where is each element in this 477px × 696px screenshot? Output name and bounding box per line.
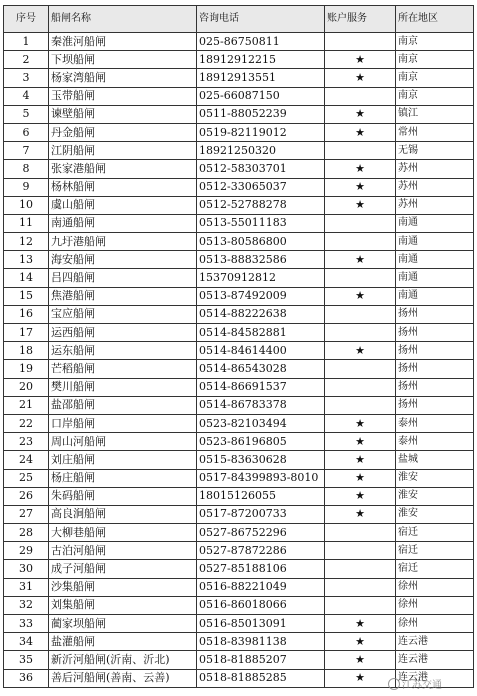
row-seq: 13 bbox=[4, 251, 49, 269]
row-phone: 025-66087150 bbox=[197, 87, 325, 105]
row-region: 南通 bbox=[396, 214, 474, 232]
table-row bbox=[4, 142, 474, 160]
row-account-service bbox=[325, 396, 396, 414]
row-lock-name: 口岸船闸 bbox=[49, 414, 197, 432]
row-phone: 0515-83630628 bbox=[197, 451, 325, 469]
row-seq: 9 bbox=[4, 178, 49, 196]
row-phone: 0513-88832586 bbox=[197, 251, 325, 269]
row-seq: 14 bbox=[4, 269, 49, 287]
row-account-service: ★ bbox=[325, 505, 396, 523]
row-region: 苏州 bbox=[396, 178, 474, 196]
row-region: 扬州 bbox=[396, 305, 474, 323]
row-region: 徐州 bbox=[396, 615, 474, 633]
row-phone: 0511-88052239 bbox=[197, 105, 325, 123]
row-account-service: ★ bbox=[325, 196, 396, 214]
row-region: 连云港 bbox=[396, 651, 474, 669]
row-account-service: ★ bbox=[325, 342, 396, 360]
row-account-service bbox=[325, 578, 396, 596]
row-phone: 0514-86783378 bbox=[197, 396, 325, 414]
header-lock-name: 船闸名称 bbox=[49, 6, 197, 33]
table-row bbox=[4, 269, 474, 287]
row-seq: 4 bbox=[4, 87, 49, 105]
row-phone: 0512-52788278 bbox=[197, 196, 325, 214]
table-row bbox=[4, 433, 474, 451]
row-lock-name: 杨林船闸 bbox=[49, 178, 197, 196]
table-row bbox=[4, 451, 474, 469]
row-region: 南通 bbox=[396, 233, 474, 251]
row-seq: 25 bbox=[4, 469, 49, 487]
row-region: 扬州 bbox=[396, 378, 474, 396]
table-row bbox=[4, 396, 474, 414]
row-account-service: ★ bbox=[325, 487, 396, 505]
row-account-service bbox=[325, 596, 396, 614]
table-row bbox=[4, 160, 474, 178]
row-account-service bbox=[325, 524, 396, 542]
row-account-service bbox=[325, 33, 396, 51]
row-phone: 0517-87200733 bbox=[197, 505, 325, 523]
row-lock-name: 运西船闸 bbox=[49, 324, 197, 342]
row-phone: 0512-58303701 bbox=[197, 160, 325, 178]
table-row bbox=[4, 196, 474, 214]
row-region: 扬州 bbox=[396, 396, 474, 414]
watermark-text: 江苏交通 bbox=[402, 680, 442, 691]
row-account-service: ★ bbox=[325, 160, 396, 178]
row-seq: 17 bbox=[4, 324, 49, 342]
row-region: 镇江 bbox=[396, 105, 474, 123]
row-seq: 5 bbox=[4, 105, 49, 123]
row-phone: 0527-86752296 bbox=[197, 524, 325, 542]
row-region: 泰州 bbox=[396, 433, 474, 451]
table-row bbox=[4, 360, 474, 378]
row-region: 南京 bbox=[396, 69, 474, 87]
row-phone: 18921250320 bbox=[197, 142, 325, 160]
row-account-service: ★ bbox=[325, 287, 396, 305]
row-account-service: ★ bbox=[325, 105, 396, 123]
row-lock-name: 谏壁船闸 bbox=[49, 105, 197, 123]
row-phone: 0513-80586800 bbox=[197, 233, 325, 251]
row-phone: 0514-86543028 bbox=[197, 360, 325, 378]
row-seq: 35 bbox=[4, 651, 49, 669]
row-lock-name: 古泊河船闸 bbox=[49, 542, 197, 560]
row-lock-name: 芒稻船闸 bbox=[49, 360, 197, 378]
row-seq: 29 bbox=[4, 542, 49, 560]
row-region: 常州 bbox=[396, 123, 474, 141]
row-account-service: ★ bbox=[325, 414, 396, 432]
header-region: 所在地区 bbox=[396, 6, 474, 33]
row-lock-name: 樊川船闸 bbox=[49, 378, 197, 396]
row-lock-name: 蔺家坝船闸 bbox=[49, 615, 197, 633]
row-seq: 32 bbox=[4, 596, 49, 614]
row-account-service bbox=[325, 378, 396, 396]
row-account-service: ★ bbox=[325, 178, 396, 196]
table-row bbox=[4, 342, 474, 360]
row-phone: 0523-82103494 bbox=[197, 414, 325, 432]
row-region: 泰州 bbox=[396, 414, 474, 432]
row-seq: 20 bbox=[4, 378, 49, 396]
row-lock-name: 虞山船闸 bbox=[49, 196, 197, 214]
row-account-service bbox=[325, 305, 396, 323]
row-seq: 31 bbox=[4, 578, 49, 596]
row-seq: 18 bbox=[4, 342, 49, 360]
row-lock-name: 玉带船闸 bbox=[49, 87, 197, 105]
row-lock-name: 下坝船闸 bbox=[49, 51, 197, 69]
row-account-service: ★ bbox=[325, 651, 396, 669]
row-lock-name: 盐邵船闸 bbox=[49, 396, 197, 414]
table-row bbox=[4, 51, 474, 69]
row-region: 南京 bbox=[396, 33, 474, 51]
table-row bbox=[4, 69, 474, 87]
row-phone: 0517-84399893-8010 bbox=[197, 469, 325, 487]
row-region: 宿迁 bbox=[396, 542, 474, 560]
row-account-service: ★ bbox=[325, 433, 396, 451]
row-lock-name: 大柳巷船闸 bbox=[49, 524, 197, 542]
row-lock-name: 南通船闸 bbox=[49, 214, 197, 232]
table-row bbox=[4, 251, 474, 269]
row-lock-name: 江阴船闸 bbox=[49, 142, 197, 160]
row-account-service: ★ bbox=[325, 615, 396, 633]
row-region: 扬州 bbox=[396, 324, 474, 342]
row-region: 无锡 bbox=[396, 142, 474, 160]
table-row bbox=[4, 105, 474, 123]
row-phone: 025-86750811 bbox=[197, 33, 325, 51]
row-region: 南通 bbox=[396, 287, 474, 305]
row-lock-name: 刘庄船闸 bbox=[49, 451, 197, 469]
row-seq: 23 bbox=[4, 433, 49, 451]
table-row bbox=[4, 305, 474, 323]
row-account-service bbox=[325, 360, 396, 378]
row-region: 淮安 bbox=[396, 505, 474, 523]
row-lock-name: 杨家湾船闸 bbox=[49, 69, 197, 87]
row-account-service: ★ bbox=[325, 69, 396, 87]
row-lock-name: 成子河船闸 bbox=[49, 560, 197, 578]
row-region: 宿迁 bbox=[396, 524, 474, 542]
row-lock-name: 周山河船闸 bbox=[49, 433, 197, 451]
row-region: 南京 bbox=[396, 51, 474, 69]
row-seq: 10 bbox=[4, 196, 49, 214]
table-row bbox=[4, 542, 474, 560]
watermark-logo-icon bbox=[388, 678, 400, 690]
row-seq: 19 bbox=[4, 360, 49, 378]
row-lock-name: 沙集船闸 bbox=[49, 578, 197, 596]
table-row bbox=[4, 469, 474, 487]
row-lock-name: 运东船闸 bbox=[49, 342, 197, 360]
watermark bbox=[388, 676, 442, 691]
row-seq: 1 bbox=[4, 33, 49, 51]
table-row bbox=[4, 578, 474, 596]
row-account-service bbox=[325, 560, 396, 578]
row-region: 扬州 bbox=[396, 342, 474, 360]
row-account-service bbox=[325, 233, 396, 251]
row-account-service: ★ bbox=[325, 451, 396, 469]
table-row bbox=[4, 87, 474, 105]
row-seq: 7 bbox=[4, 142, 49, 160]
header-seq: 序号 bbox=[4, 6, 49, 33]
header-phone: 咨询电话 bbox=[197, 6, 325, 33]
row-account-service bbox=[325, 87, 396, 105]
row-account-service bbox=[325, 214, 396, 232]
table-header-row bbox=[4, 6, 474, 33]
row-phone: 0513-55011183 bbox=[197, 214, 325, 232]
row-account-service bbox=[325, 142, 396, 160]
row-seq: 11 bbox=[4, 214, 49, 232]
row-phone: 0514-84582881 bbox=[197, 324, 325, 342]
table-row bbox=[4, 233, 474, 251]
row-phone: 0516-85013091 bbox=[197, 615, 325, 633]
row-account-service bbox=[325, 324, 396, 342]
row-seq: 16 bbox=[4, 305, 49, 323]
row-region: 淮安 bbox=[396, 487, 474, 505]
row-phone: 0514-84614400 bbox=[197, 342, 325, 360]
row-lock-name: 九圩港船闸 bbox=[49, 233, 197, 251]
row-region: 南通 bbox=[396, 269, 474, 287]
row-seq: 6 bbox=[4, 123, 49, 141]
row-seq: 27 bbox=[4, 505, 49, 523]
row-seq: 15 bbox=[4, 287, 49, 305]
row-phone: 18912912215 bbox=[197, 51, 325, 69]
row-seq: 36 bbox=[4, 669, 49, 687]
row-lock-name: 丹金船闸 bbox=[49, 123, 197, 141]
row-phone: 0519-82119012 bbox=[197, 123, 325, 141]
table-row bbox=[4, 178, 474, 196]
row-phone: 0514-86691537 bbox=[197, 378, 325, 396]
row-phone: 0513-87492009 bbox=[197, 287, 325, 305]
row-region: 连云港 bbox=[396, 633, 474, 651]
row-phone: 0523-86196805 bbox=[197, 433, 325, 451]
row-lock-name: 盐灌船闸 bbox=[49, 633, 197, 651]
row-seq: 26 bbox=[4, 487, 49, 505]
row-seq: 2 bbox=[4, 51, 49, 69]
row-account-service: ★ bbox=[325, 633, 396, 651]
row-seq: 28 bbox=[4, 524, 49, 542]
row-lock-name: 焦港船闸 bbox=[49, 287, 197, 305]
row-region: 扬州 bbox=[396, 360, 474, 378]
row-lock-name: 新沂河船闸(沂南、沂北) bbox=[49, 651, 197, 669]
row-phone: 18015126055 bbox=[197, 487, 325, 505]
row-lock-name: 善后河船闸(善南、云善) bbox=[49, 669, 197, 687]
row-lock-name: 秦淮河船闸 bbox=[49, 33, 197, 51]
table-row bbox=[4, 287, 474, 305]
row-account-service: ★ bbox=[325, 251, 396, 269]
row-lock-name: 海安船闸 bbox=[49, 251, 197, 269]
row-seq: 24 bbox=[4, 451, 49, 469]
table-row bbox=[4, 651, 474, 669]
table-row bbox=[4, 560, 474, 578]
row-phone: 18912913551 bbox=[197, 69, 325, 87]
row-seq: 33 bbox=[4, 615, 49, 633]
table-row bbox=[4, 505, 474, 523]
table-row bbox=[4, 414, 474, 432]
row-phone: 0527-87872286 bbox=[197, 542, 325, 560]
row-lock-name: 杨庄船闸 bbox=[49, 469, 197, 487]
row-seq: 30 bbox=[4, 560, 49, 578]
row-lock-name: 宝应船闸 bbox=[49, 305, 197, 323]
row-region: 徐州 bbox=[396, 578, 474, 596]
header-account-service: 账户服务 bbox=[325, 6, 396, 33]
row-region: 徐州 bbox=[396, 596, 474, 614]
row-account-service: ★ bbox=[325, 123, 396, 141]
row-account-service: ★ bbox=[325, 51, 396, 69]
row-account-service bbox=[325, 269, 396, 287]
row-seq: 12 bbox=[4, 233, 49, 251]
row-seq: 3 bbox=[4, 69, 49, 87]
row-phone: 0514-88222638 bbox=[197, 305, 325, 323]
lock-contact-table bbox=[3, 5, 474, 688]
row-lock-name: 张家港船闸 bbox=[49, 160, 197, 178]
row-seq: 34 bbox=[4, 633, 49, 651]
row-region: 宿迁 bbox=[396, 560, 474, 578]
row-region: 苏州 bbox=[396, 160, 474, 178]
table-row bbox=[4, 324, 474, 342]
row-seq: 8 bbox=[4, 160, 49, 178]
row-region: 苏州 bbox=[396, 196, 474, 214]
row-phone: 0516-86018066 bbox=[197, 596, 325, 614]
table-row bbox=[4, 487, 474, 505]
row-account-service bbox=[325, 542, 396, 560]
row-phone: 0518-81885207 bbox=[197, 651, 325, 669]
row-region: 淮安 bbox=[396, 469, 474, 487]
row-lock-name: 高良涧船闸 bbox=[49, 505, 197, 523]
row-lock-name: 朱码船闸 bbox=[49, 487, 197, 505]
table-row bbox=[4, 615, 474, 633]
row-phone: 0518-81885285 bbox=[197, 669, 325, 687]
row-seq: 22 bbox=[4, 414, 49, 432]
row-phone: 0527-85188106 bbox=[197, 560, 325, 578]
row-lock-name: 吕四船闸 bbox=[49, 269, 197, 287]
row-seq: 21 bbox=[4, 396, 49, 414]
row-account-service: ★ bbox=[325, 469, 396, 487]
row-region: 连云港 bbox=[396, 669, 474, 687]
row-phone: 0516-88221049 bbox=[197, 578, 325, 596]
row-account-service: ★ bbox=[325, 669, 396, 687]
table-row bbox=[4, 596, 474, 614]
table-row bbox=[4, 33, 474, 51]
row-lock-name: 刘集船闸 bbox=[49, 596, 197, 614]
row-region: 南京 bbox=[396, 87, 474, 105]
row-phone: 0512-33065037 bbox=[197, 178, 325, 196]
row-region: 盐城 bbox=[396, 451, 474, 469]
row-phone: 15370912812 bbox=[197, 269, 325, 287]
table-row bbox=[4, 214, 474, 232]
row-region: 南通 bbox=[396, 251, 474, 269]
table-row bbox=[4, 524, 474, 542]
table-row bbox=[4, 123, 474, 141]
table-row bbox=[4, 633, 474, 651]
row-phone: 0518-83981138 bbox=[197, 633, 325, 651]
table-row bbox=[4, 378, 474, 396]
